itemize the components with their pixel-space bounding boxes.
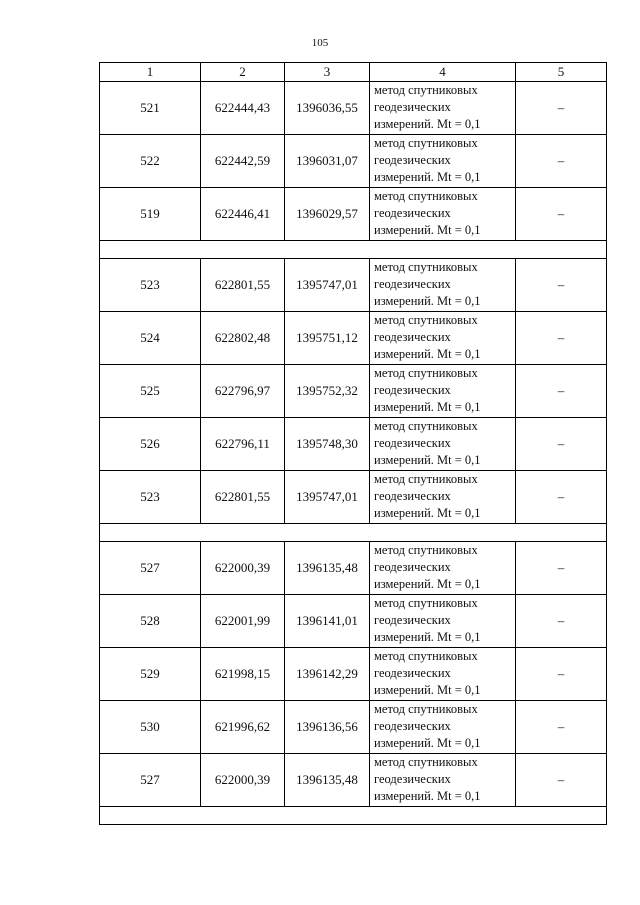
x-coordinate-cell: 622446,41 xyxy=(201,188,285,241)
table-row xyxy=(100,82,607,135)
table-row xyxy=(100,595,607,648)
method-line: геодезических xyxy=(374,277,451,291)
method-line: измерений. Mt = 0,1 xyxy=(374,577,481,591)
note-cell: – xyxy=(516,595,607,648)
method-line: геодезических xyxy=(374,330,451,344)
x-coordinate-cell: 622801,55 xyxy=(201,471,285,524)
method-line: метод спутниковых xyxy=(374,83,478,97)
method-line: метод спутниковых xyxy=(374,136,478,150)
method-line: измерений. Mt = 0,1 xyxy=(374,170,481,184)
method-line: измерений. Mt = 0,1 xyxy=(374,630,481,644)
method-line: метод спутниковых xyxy=(374,260,478,274)
x-coordinate-cell: 622801,55 xyxy=(201,259,285,312)
table-row xyxy=(100,418,607,471)
point-number-cell: 530 xyxy=(100,701,201,754)
method-cell xyxy=(370,418,516,471)
method-line: метод спутниковых xyxy=(374,543,478,557)
method-line: измерений. Mt = 0,1 xyxy=(374,223,481,237)
method-line: измерений. Mt = 0,1 xyxy=(374,453,481,467)
method-line: геодезических xyxy=(374,666,451,680)
note-cell: – xyxy=(516,418,607,471)
x-coordinate-cell: 621998,15 xyxy=(201,648,285,701)
method-line: измерений. Mt = 0,1 xyxy=(374,347,481,361)
note-cell: – xyxy=(516,754,607,807)
method-cell xyxy=(370,595,516,648)
x-coordinate-cell: 622000,39 xyxy=(201,542,285,595)
header-cell-3: 3 xyxy=(285,63,370,82)
y-coordinate-cell: 1396142,29 xyxy=(285,648,370,701)
page-number: 105 xyxy=(311,37,329,49)
method-line: геодезических xyxy=(374,383,451,397)
note-cell: – xyxy=(516,471,607,524)
x-coordinate-cell: 622000,39 xyxy=(201,754,285,807)
method-line: метод спутниковых xyxy=(374,702,478,716)
y-coordinate-cell: 1396036,55 xyxy=(285,82,370,135)
x-coordinate-cell: 622444,43 xyxy=(201,82,285,135)
table-row xyxy=(100,259,607,312)
table-row xyxy=(100,312,607,365)
group-separator-cell xyxy=(100,524,607,542)
point-number-cell: 526 xyxy=(100,418,201,471)
method-cell xyxy=(370,312,516,365)
y-coordinate-cell: 1395747,01 xyxy=(285,259,370,312)
y-coordinate-cell: 1395752,32 xyxy=(285,365,370,418)
method-line: метод спутниковых xyxy=(374,419,478,433)
point-number-cell: 522 xyxy=(100,135,201,188)
group-separator-row xyxy=(100,524,607,542)
method-line: геодезических xyxy=(374,436,451,450)
method-cell xyxy=(370,542,516,595)
coordinates-table-body xyxy=(100,63,607,825)
x-coordinate-cell: 622442,59 xyxy=(201,135,285,188)
note-cell: – xyxy=(516,135,607,188)
x-coordinate-cell: 621996,62 xyxy=(201,701,285,754)
method-line: измерений. Mt = 0,1 xyxy=(374,117,481,131)
method-cell xyxy=(370,188,516,241)
method-line: геодезических xyxy=(374,100,451,114)
method-cell xyxy=(370,365,516,418)
y-coordinate-cell: 1396135,48 xyxy=(285,754,370,807)
table-row xyxy=(100,701,607,754)
note-cell: – xyxy=(516,188,607,241)
method-line: геодезических xyxy=(374,560,451,574)
method-cell xyxy=(370,259,516,312)
table-row xyxy=(100,135,607,188)
method-cell xyxy=(370,82,516,135)
note-cell: – xyxy=(516,701,607,754)
y-coordinate-cell: 1395751,12 xyxy=(285,312,370,365)
y-coordinate-cell: 1395748,30 xyxy=(285,418,370,471)
note-cell: – xyxy=(516,312,607,365)
table-row xyxy=(100,542,607,595)
y-coordinate-cell: 1396029,57 xyxy=(285,188,370,241)
y-coordinate-cell: 1396031,07 xyxy=(285,135,370,188)
table-row xyxy=(100,471,607,524)
table-row xyxy=(100,754,607,807)
point-number-cell: 523 xyxy=(100,471,201,524)
method-cell xyxy=(370,701,516,754)
method-line: измерений. Mt = 0,1 xyxy=(374,294,481,308)
point-number-cell: 519 xyxy=(100,188,201,241)
method-line: измерений. Mt = 0,1 xyxy=(374,683,481,697)
x-coordinate-cell: 622001,99 xyxy=(201,595,285,648)
method-line: измерений. Mt = 0,1 xyxy=(374,506,481,520)
header-cell-2: 2 xyxy=(201,63,285,82)
group-separator-row xyxy=(100,241,607,259)
method-line: измерений. Mt = 0,1 xyxy=(374,400,481,414)
point-number-cell: 524 xyxy=(100,312,201,365)
header-cell-1: 1 xyxy=(100,63,201,82)
method-cell xyxy=(370,754,516,807)
method-line: геодезических xyxy=(374,613,451,627)
point-number-cell: 521 xyxy=(100,82,201,135)
group-separator-cell xyxy=(100,241,607,259)
group-separator-row xyxy=(100,807,607,825)
method-line: измерений. Mt = 0,1 xyxy=(374,789,481,803)
table-row xyxy=(100,188,607,241)
y-coordinate-cell: 1396136,56 xyxy=(285,701,370,754)
method-line: метод спутниковых xyxy=(374,189,478,203)
point-number-cell: 523 xyxy=(100,259,201,312)
method-line: метод спутниковых xyxy=(374,366,478,380)
point-number-cell: 529 xyxy=(100,648,201,701)
note-cell: – xyxy=(516,259,607,312)
x-coordinate-cell: 622796,11 xyxy=(201,418,285,471)
method-line: метод спутниковых xyxy=(374,313,478,327)
method-line: метод спутниковых xyxy=(374,472,478,486)
table-row xyxy=(100,648,607,701)
note-cell: – xyxy=(516,365,607,418)
point-number-cell: 527 xyxy=(100,754,201,807)
x-coordinate-cell: 622796,97 xyxy=(201,365,285,418)
y-coordinate-cell: 1395747,01 xyxy=(285,471,370,524)
method-line: метод спутниковых xyxy=(374,596,478,610)
point-number-cell: 528 xyxy=(100,595,201,648)
point-number-cell: 527 xyxy=(100,542,201,595)
method-line: метод спутниковых xyxy=(374,755,478,769)
method-cell xyxy=(370,471,516,524)
method-cell xyxy=(370,135,516,188)
method-line: геодезических xyxy=(374,153,451,167)
method-line: геодезических xyxy=(374,772,451,786)
method-line: метод спутниковых xyxy=(374,649,478,663)
y-coordinate-cell: 1396141,01 xyxy=(285,595,370,648)
table-header-row xyxy=(100,63,607,82)
x-coordinate-cell: 622802,48 xyxy=(201,312,285,365)
y-coordinate-cell: 1396135,48 xyxy=(285,542,370,595)
method-line: геодезических xyxy=(374,489,451,503)
method-line: геодезических xyxy=(374,719,451,733)
method-cell xyxy=(370,648,516,701)
header-cell-5: 5 xyxy=(516,63,607,82)
method-line: измерений. Mt = 0,1 xyxy=(374,736,481,750)
point-number-cell: 525 xyxy=(100,365,201,418)
method-line: геодезических xyxy=(374,206,451,220)
coordinates-table xyxy=(99,62,607,825)
note-cell: – xyxy=(516,542,607,595)
table-row xyxy=(100,365,607,418)
group-separator-cell xyxy=(100,807,607,825)
note-cell: – xyxy=(516,648,607,701)
header-cell-4: 4 xyxy=(370,63,516,82)
note-cell: – xyxy=(516,82,607,135)
